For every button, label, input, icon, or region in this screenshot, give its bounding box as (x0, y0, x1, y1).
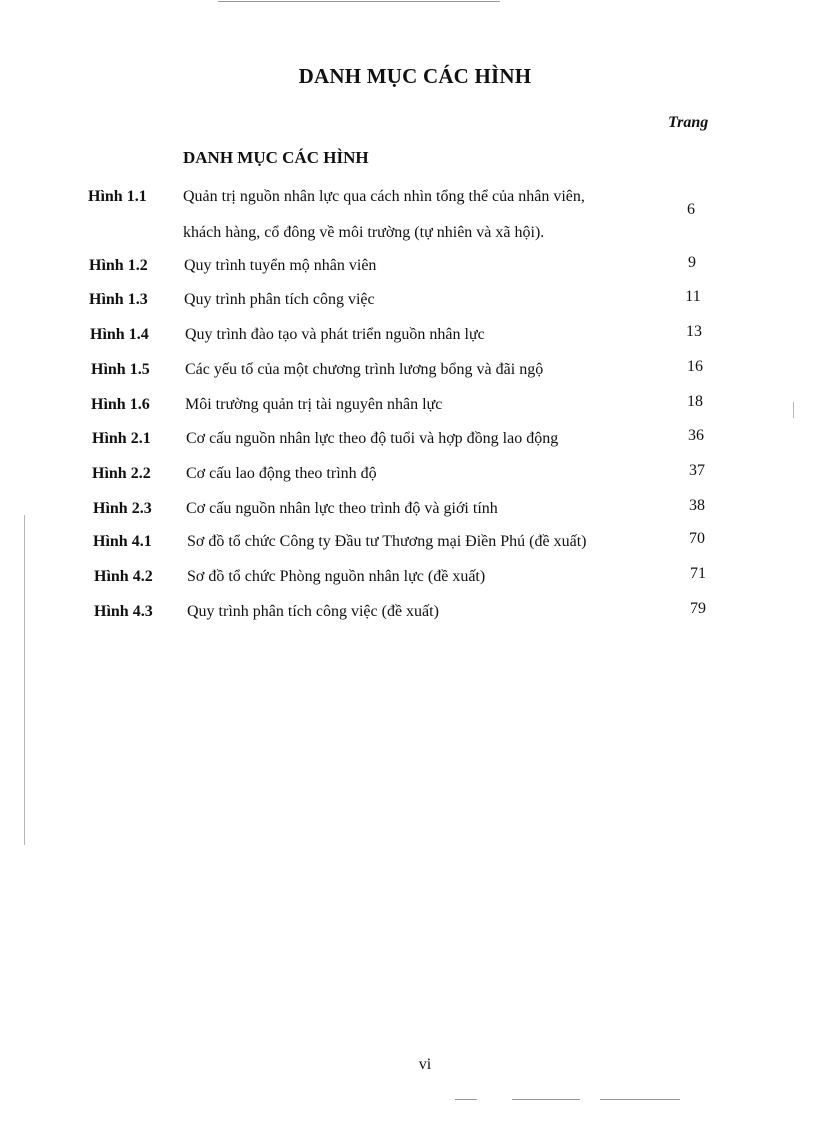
figure-page-number: 16 (687, 358, 703, 375)
scan-edge-right (793, 402, 794, 418)
section-title: DANH MỤC CÁC HÌNH (183, 148, 369, 167)
figure-label: Hình 1.6 (91, 396, 150, 413)
scan-edge-left (24, 515, 25, 845)
figure-page-number: 6 (687, 201, 695, 218)
footer-page-number: vi (418, 1056, 432, 1073)
figure-caption: Quy trình đào tạo và phát triển nguồn nhân lực (185, 326, 485, 343)
figure-caption: Sơ đồ tổ chức Phòng nguồn nhân lực (đề xuất) (187, 568, 486, 585)
figure-page-number: 37 (689, 462, 705, 479)
figure-label: Hình 2.2 (92, 465, 151, 482)
figure-label: Hình 4.1 (93, 533, 152, 550)
figure-label: Hình 1.5 (91, 361, 150, 378)
figure-caption: Quy trình tuyển mộ nhân viên (184, 257, 377, 274)
figure-label: Hình 2.1 (92, 430, 151, 447)
page-column-label: Trang (668, 114, 709, 131)
scan-edge-top (218, 1, 500, 2)
figure-page-number: 70 (689, 530, 705, 547)
figure-label: Hình 1.1 (88, 188, 147, 205)
figure-page-number: 11 (685, 288, 701, 305)
page-title: DANH MỤC CÁC HÌNH (298, 64, 532, 88)
figure-caption: Sơ đồ tổ chức Công ty Đầu tư Thương mại Điền Phú (đề xuất) (187, 533, 587, 550)
figure-caption: Quy trình phân tích công việc (184, 291, 375, 308)
figure-page-number: 36 (688, 427, 704, 444)
figure-caption: khách hàng, cổ đông về môi trường (tự nhiên và xã hội). (183, 224, 545, 241)
figure-page-number: 38 (689, 497, 705, 514)
scan-edge-bottom (455, 1099, 477, 1100)
figure-page-number: 13 (686, 323, 702, 340)
figure-label: Hình 1.2 (89, 257, 148, 274)
figure-label: Hình 4.3 (94, 603, 153, 620)
figure-label: Hình 1.3 (89, 291, 148, 308)
figure-caption: Các yếu tố của một chương trình lương bổng và đãi ngộ (185, 361, 544, 378)
scan-edge-bottom (600, 1099, 680, 1100)
figure-caption: Quản trị nguồn nhân lực qua cách nhìn tổng thể của nhân viên, (183, 188, 585, 205)
figure-page-number: 79 (690, 600, 706, 617)
figure-caption: Quy trình phân tích công việc (đề xuất) (187, 603, 439, 620)
figure-page-number: 9 (688, 254, 696, 271)
scan-edge-bottom (512, 1099, 580, 1100)
figure-caption: Cơ cấu nguồn nhân lực theo độ tuổi và hợp đồng lao động (186, 430, 559, 447)
figure-label: Hình 4.2 (94, 568, 153, 585)
figure-label: Hình 2.3 (93, 500, 152, 517)
figure-caption: Cơ cấu lao động theo trình độ (186, 465, 377, 482)
figure-caption: Môi trường quản trị tài nguyên nhân lực (185, 396, 443, 413)
figure-label: Hình 1.4 (90, 326, 149, 343)
figure-page-number: 18 (687, 393, 703, 410)
figure-page-number: 71 (690, 565, 706, 582)
figure-caption: Cơ cấu nguồn nhân lực theo trình độ và giới tính (186, 500, 498, 517)
